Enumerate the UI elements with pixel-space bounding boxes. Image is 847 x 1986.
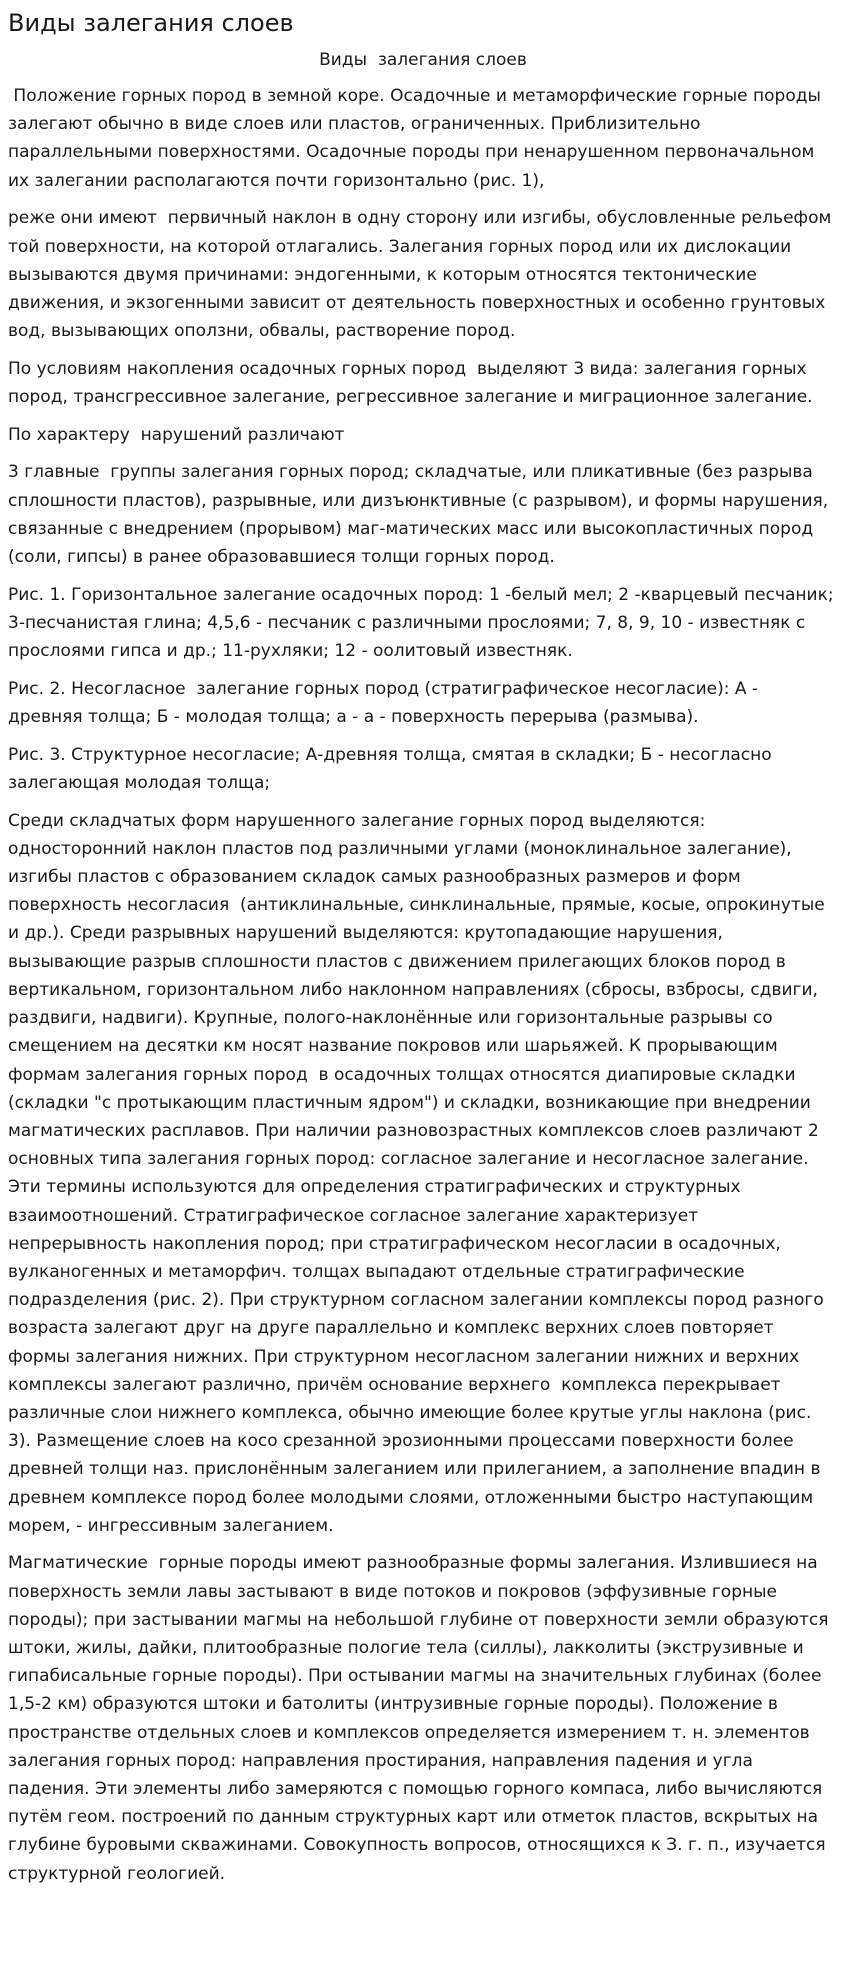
figure-caption-2: Рис. 2. Несогласное залегание горных пород (стратиграфическое несогласие): А - древняя толща; Б - молодая толща; а - а - поверхность перерыва (размыва). bbox=[8, 678, 764, 728]
document-subtitle: Виды залегания слоев bbox=[319, 50, 527, 70]
paragraph-fold-forms: Среди складчатых форм нарушенного залегание горных пород выделяются: односторонний наклон пластов под различными углами (моноклинальное залегание), изгибы пластов с образованием складок самых разнообразных размеров и форм поверхность несогласия (антиклинальные, синклинальные, прямые, косые, опрокинутые и др.). Среди разрывных нарушений выделяются: крутопадающие нарушения, вызывающие разрыв сплошности пластов с движением прилегающих блоков пород в вертикальном, горизонтальном либо наклонном направлениях (сбросы, взбросы, сдвиги, раздвиги, надвиги). Крупные, полого-наклонённые или горизонтальные разрывы со смещением на десятки км носят название покровов или шарьяжей. К прорывающим формам залегания горных пород в осадочных толщах относятся диапировые складки (складки "с протыкающим пластичным ядром") и складки, возникающие при внедрении магматических расплавов. При наличии разновозрастных комплексов слоев различают 2 основных типа залегания горных пород: согласное залегание и несогласное залегание. Эти термины используются для определения стратиграфических и структурных взаимоотношений. Стратиграфическое согласное залегание характеризует непрерывность накопления пород; при стратиграфическом несогласии в осадочных, вулканогенных и метаморфич. толщах выпадают отдельные стратиграфические подразделения (рис. 2). При структурном согласном залегании комплексы пород разного возраста залегают друг на друге параллельно и комплекс верхних слоев повторяет формы залегания нижних. При структурном несогласном залегании нижних и верхних комплексы залегают различно, причём основание верхнего комплекса перекрывает различные слои нижнего комплекса, обычно имеющие более крутые углы наклона (рис. 3). Размещение слоев на косо срезанной эрозионными процессами поверхности более древней толщи наз. прислонённым залеганием или прилеганием, а заполнение впадин в древнем комплексе пород более молодыми слоями, отложенными быстро наступающим морем, - ингрессивным залеганием. bbox=[8, 810, 831, 1536]
paragraph-disturbance-heading: По характеру нарушений различают bbox=[8, 424, 345, 445]
paragraph-accumulation-types: По условиям накопления осадочных горных пород выделяют 3 вида: залегания горных пород, трансгрессивное залегание, регрессивное залегание и миграционное залегание. bbox=[8, 358, 813, 408]
paragraph-magmatic-rocks: Магматические горные породы имеют разнообразные формы залегания. Излившиеся на поверхность земли лавы застывают в виде потоков и покровов (эффузивные горные породы); при застывании магмы на небольшой глубине от поверхности земли образуются штоки, жилы, дайки, плитообразные пологие тела (силлы), лакколиты (экструзивные и гипабисальные горные породы). При остывании магмы на значительных глубинах (более 1,5-2 км) образуются штоки и батолиты (интрузивные горные породы). Положение в пространстве отдельных слоев и комплексов определяется измерением т. н. элементов залегания горных пород: направления простирания, направления падения и угла падения. Эти элементы либо замеряются с помощью горного компаса, либо вычисляются путём геом. построений по данным структурных карт или отметок пластов, вскрытых на глубине буровыми скважинами. Совокупность вопросов, относящихся к З. г. п., изучается структурной геологией. bbox=[8, 1553, 834, 1884]
figure-caption-3: Рис. 3. Структурное несогласие; А-древняя толща, смятая в складки; Б - несогласно залегающая молодая толща; bbox=[8, 744, 778, 793]
page-title: Виды залегания слоев bbox=[8, 9, 294, 37]
paragraph-intro: Положение горных пород в земной коре. Осадочные и метаморфические горные породы залегают обычно в виде слоев или пластов, ограниченных. Приблизительно параллельными поверхностями. Осадочные породы при ненарушенном первоначальном их залегании располагаются почти горизонтально (рис. 1), bbox=[8, 86, 827, 191]
paragraph-main-groups: 3 главные группы залегания горных пород; складчатые, или пликативные (без разрыва сплошности пластов), разрывные, или дизъюнктивные (с разрывом), и формы нарушения, связанные с внедрением (прорывом) маг-матических масс или высокопластичных пород (соли, гипсы) в ранее образовавшиеся толщи горных пород. bbox=[8, 462, 834, 568]
paragraph-causes: реже они имеют первичный наклон в одну сторону или изгибы, обусловленные рельефом той поверхности, на которой отлагались. Залегания горных пород или их дислокации вызываются двумя причинами: эндогенными, к которым относятся тектонические движения, и экзогенными зависит от деятельность поверхностных и особенно грунтовых вод, вызывающих оползни, обвалы, растворение пород. bbox=[8, 208, 837, 342]
figure-caption-1: Рис. 1. Горизонтальное залегание осадочных пород: 1 -белый мел; 2 -кварцевый песчаник; 3-песчанистая глина; 4,5,6 - песчаник с различными прослоями; 7, 8, 9, 10 - известняк с прослоями гипса и др.; 11-рухляки; 12 - оолитовый известняк. bbox=[8, 584, 839, 662]
